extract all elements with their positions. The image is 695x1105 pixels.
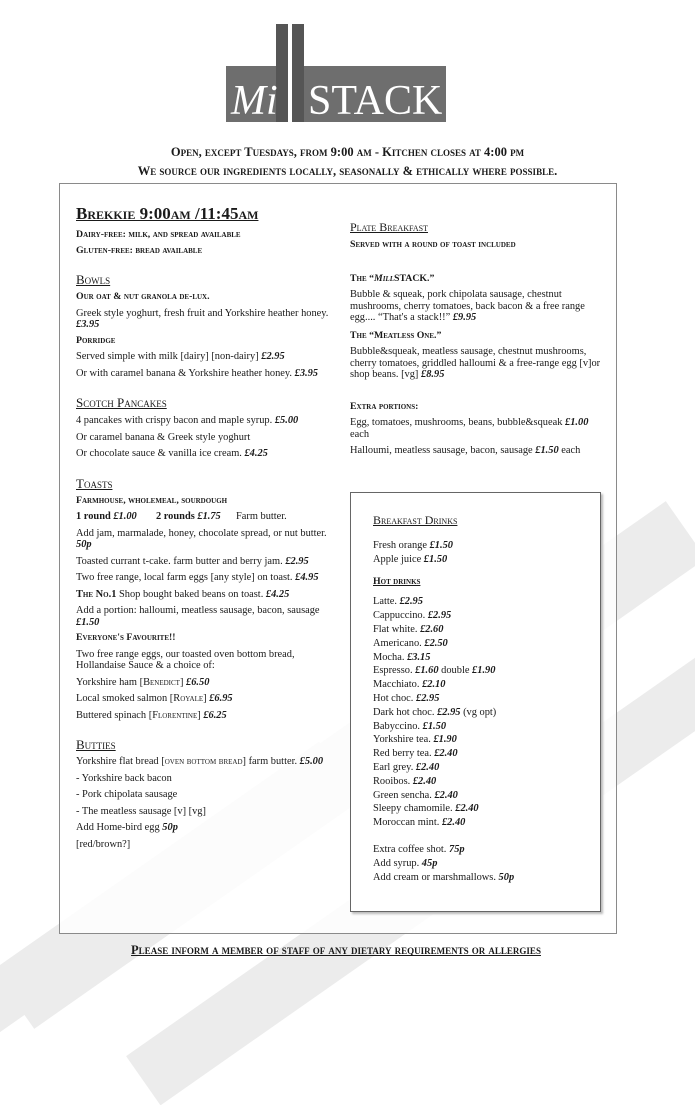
toast-spreads: Add jam, marmalade, honey, chocolate spread, or nut butter. 50p <box>76 527 327 550</box>
toast-no1: The No.1 Shop bought baked beans on toast. £4.25 <box>76 588 290 600</box>
florentine-item: Buttered spinach [Florentine] £6.25 <box>76 709 227 721</box>
millstack-logo <box>226 22 446 126</box>
drink-item: Cappuccino. £2.95 <box>373 610 452 622</box>
drink-item: Yorkshire tea. £1.90 <box>373 734 457 746</box>
extra-portions-heading: Extra portions: <box>350 400 419 412</box>
porridge-banana: Or with caramel banana & Yorkshire heather honey. £3.95 <box>76 367 319 379</box>
drink-item: Flat white. £2.60 <box>373 623 444 635</box>
left-column <box>76 204 330 850</box>
drink-item: Latte. £2.95 <box>373 596 423 608</box>
bread-types: Farmhouse, wholemeal, sourdough <box>76 494 228 506</box>
allergy-notice: Please inform a member of staff of any dietary requirements or allergies <box>131 943 541 957</box>
gluten-free-note: Gluten-free: bread available <box>76 244 203 256</box>
dairy-free-note: Dairy-free: milk, and spread available <box>76 229 241 240</box>
sourcing-statement: We source our ingredients locally, seasonally & ethically where possible. <box>137 164 558 178</box>
butty-sauce: [red/brown?] <box>76 838 131 850</box>
hot-drinks-heading: Hot drinks <box>373 575 421 587</box>
millstack-heading: The “MillSTACK.” <box>350 272 435 284</box>
butty-egg: Add Home-bird egg 50p <box>76 822 178 833</box>
benedict-item: Yorkshire ham [Benedict] £6.50 <box>76 676 210 688</box>
pancakes-chocolate: Or chocolate sauce & vanilla ice cream. £4.25 <box>76 448 268 459</box>
extra-portion-1: Egg, tomatoes, mushrooms, beans, bubble&squeak £1.00 each <box>350 417 589 440</box>
drink-item: Apple juice £1.50 <box>373 553 448 565</box>
drink-item: Red berry tea. £2.40 <box>373 748 458 760</box>
plate-subtitle: Served with a round of toast included <box>350 239 516 250</box>
favourite-heading: Everyone's Favourite!! <box>76 632 176 643</box>
opening-hours: Open, except Tuesdays, from 9:00 am - Kitchen closes at 4:00 pm <box>170 145 525 159</box>
butty-bacon: - Yorkshire back bacon <box>76 772 172 784</box>
drinks-box <box>350 492 601 912</box>
plate-title: Plate Breakfast <box>350 220 428 234</box>
menu-frame <box>59 183 617 934</box>
drink-item: Hot choc. £2.95 <box>373 692 440 704</box>
drink-item: Fresh orange £1.50 <box>373 540 453 551</box>
drink-item: Moroccan mint. £2.40 <box>373 817 466 829</box>
drinks-title: Breakfast Drinks <box>373 513 458 527</box>
toast-rounds: 1 round £1.00 2 rounds £1.75 Farm butter. <box>76 511 287 522</box>
butty-meatless: - The meatless sausage [v] [vg] <box>76 805 206 817</box>
drink-item: Espresso. £1.60 double £1.90 <box>373 665 496 677</box>
favourite-desc: Two free range eggs, our toasted oven bottom bread, Hollandaise Sauce & a choice of: <box>76 648 295 671</box>
butties-desc: Yorkshire flat bread [oven bottom bread] farm butter. £5.00 <box>76 756 324 767</box>
pancakes-title: Scotch Pancakes <box>76 395 167 410</box>
butty-chipolata: - Pork chipolata sausage <box>76 789 178 800</box>
butties-title: Butties <box>76 737 116 752</box>
drink-extra: Add cream or marshmallows. 50p <box>373 871 515 883</box>
pancakes-bacon: 4 pancakes with crispy bacon and maple syrup. £5.00 <box>76 415 299 426</box>
toasts-title: Toasts <box>76 475 113 491</box>
pancakes-banana: Or caramel banana & Greek style yoghurt <box>76 431 251 443</box>
drink-extra: Add syrup. 45p <box>373 857 438 869</box>
svg-text:STACK: STACK <box>308 78 443 124</box>
granola-heading: Our oat & nut granola de-lux. <box>76 291 210 302</box>
drink-item: Earl grey. £2.40 <box>373 761 440 773</box>
meatless-heading: The “Meatless One.” <box>350 329 442 341</box>
drink-item: Rooibos. £2.40 <box>373 775 437 787</box>
extra-portion-2: Halloumi, meatless sausage, bacon, sausage £1.50 each <box>350 445 581 456</box>
toast-eggs: Two free range, local farm eggs [any style] on toast. £4.95 <box>76 572 319 583</box>
porridge-simple: Served simple with milk [dairy] [non-dairy] £2.95 <box>76 351 285 362</box>
svg-text:Mi: Mi <box>231 78 278 124</box>
toast-portion: Add a portion: halloumi, meatless sausage, bacon, sausage £1.50 <box>76 605 320 628</box>
millstack-desc: Bubble & squeak, pork chipolata sausage, chestnut mushrooms, cherry tomatoes, back bacon & a free range egg.... “That's a stack!!” £9.95 <box>350 289 585 323</box>
brekkie-title: Brekkie 9:00am /11:45am <box>76 204 259 223</box>
porridge-heading: Porridge <box>76 334 116 346</box>
drink-extra: Extra coffee shot. 75p <box>373 843 465 855</box>
drink-item: Sleepy chamomile. £2.40 <box>373 803 479 815</box>
drink-item: Mocha. £3.15 <box>373 651 431 663</box>
drink-item: Americano. £2.50 <box>373 637 448 649</box>
bowls-title: Bowls <box>76 272 111 287</box>
royale-item: Local smoked salmon [Royale] £6.95 <box>76 693 233 704</box>
drink-item: Dark hot choc. £2.95 (vg opt) <box>373 706 497 718</box>
granola-item: Greek style yoghurt, fresh fruit and Yorkshire heather honey. £3.95 <box>76 307 329 330</box>
drink-item: Macchiato. £2.10 <box>373 679 446 691</box>
toast-tcake: Toasted currant t-cake. farm butter and berry jam. £2.95 <box>76 555 309 567</box>
drink-item: Green sencha. £2.40 <box>373 789 458 801</box>
meatless-desc: Bubble&squeak, meatless sausage, chestnut mushrooms, cherry tomatoes, griddled halloumi & a free-range egg [v]or shop beans. [vg] £8.95 <box>350 346 601 380</box>
right-column <box>350 220 604 457</box>
drink-item: Babyccino. £1.50 <box>373 720 447 732</box>
